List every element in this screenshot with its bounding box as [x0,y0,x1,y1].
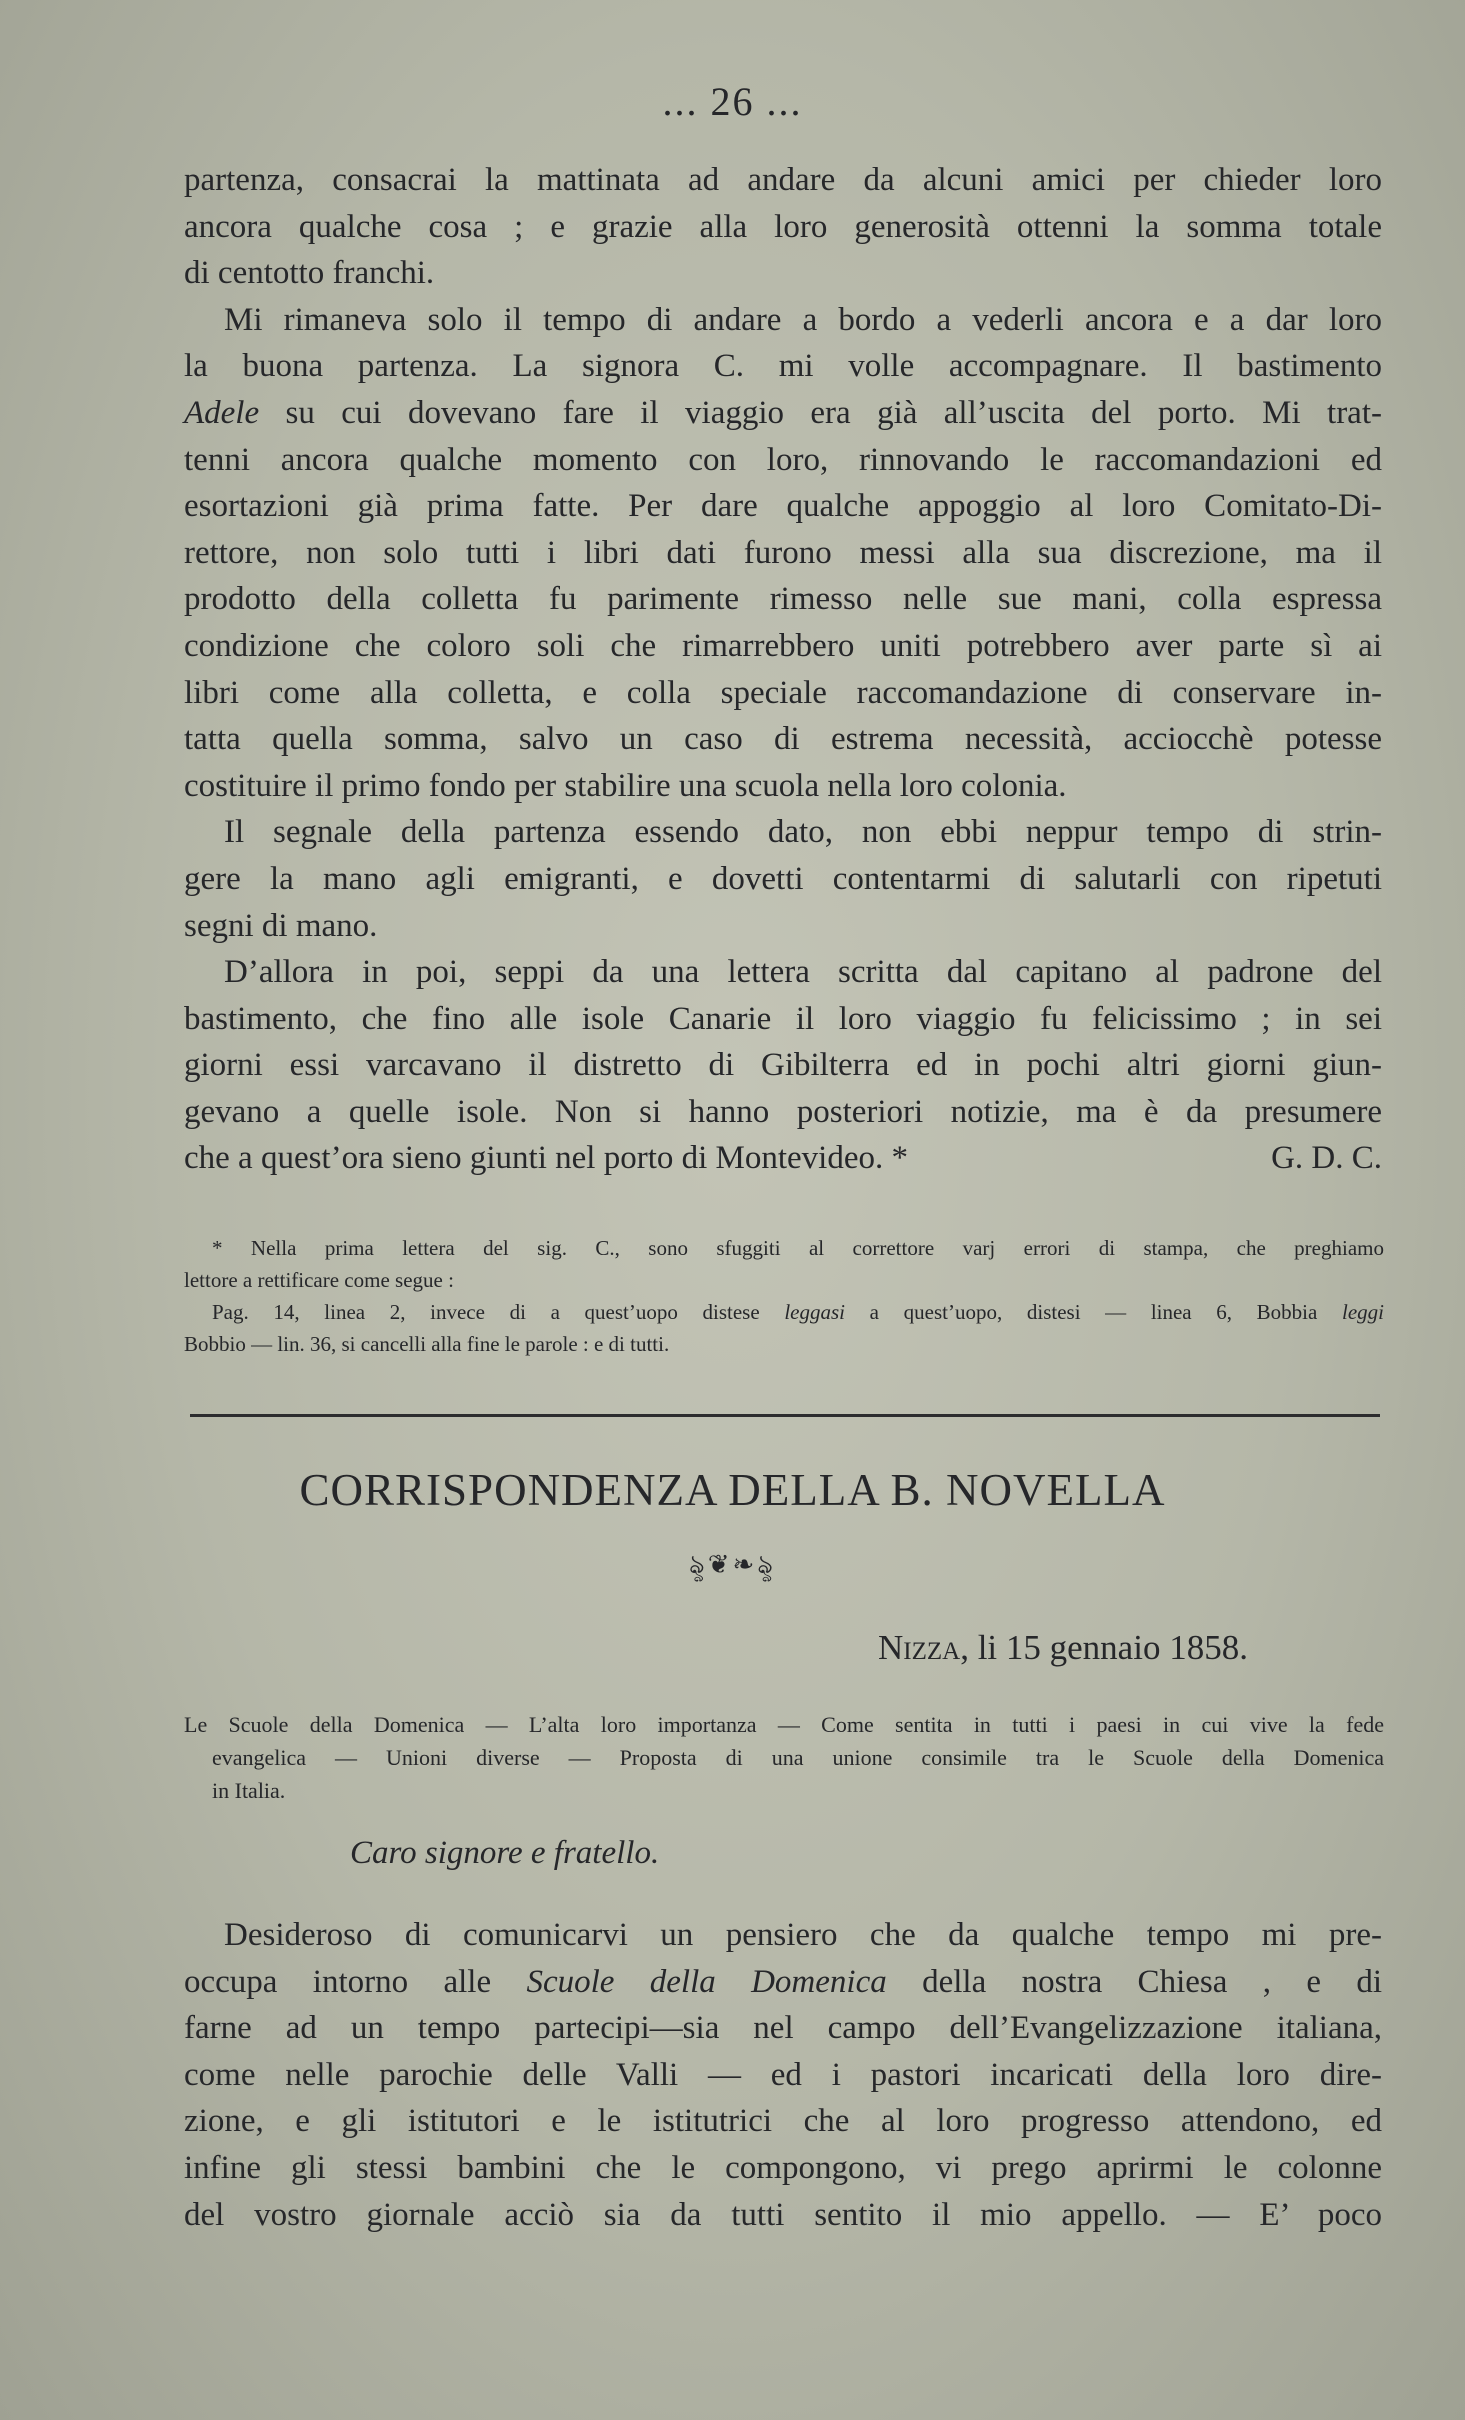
text-line: tatta quella somma, salvo un caso di estrema necessità, acciocchè potesse [184,721,1382,758]
section-heading: CORRISPONDENZA DELLA B. NOVELLA [299,1465,1166,1515]
footnote-line: * Nella prima lettera del sig. C., sono sfuggiti al correttore varj errori di stampa, che preghiamo [212,1236,1384,1260]
footnote [184,1232,1384,1360]
text-span: su cui dovevano fare il viaggio era già all’uscita del porto. Mi trat- [259,394,1382,431]
text-line: Il segnale della partenza essendo dato, non ebbi neppur tempo di strin- [224,814,1382,851]
summary-line: evangelica — Unioni diverse — Proposta di una unione consimile tra le Scuole della Domenica [212,1745,1384,1770]
text-line [184,390,1382,437]
text-line: bastimento, che fino alle isole Canarie il loro viaggio fu felicissimo ; in sei [184,1000,1382,1037]
text-span: a quest’uopo, distesi — linea 6, Bobbia [845,1300,1342,1324]
text-line: costituire il primo fondo per stabilire una scuola nella loro colonia. [184,767,1067,804]
text-line: giorni essi varcavano il distretto di Gibilterra ed in pochi altri giorni giun- [184,1047,1382,1084]
signature: G. D. C. [1271,1140,1382,1177]
footnote-line [184,1296,1384,1328]
summary-line: in Italia. [212,1778,286,1803]
text-line [184,1135,1382,1182]
text-line: Desideroso di comunicarvi un pensiero che da qualche tempo mi pre- [224,1917,1382,1953]
salutation: Caro signore e fratello. [350,1835,660,1871]
text-line: D’allora in poi, seppi da una lettera scritta dal capitano al padrone del [224,954,1382,991]
text-line: gere la mano agli emigranti, e dovetti contentarmi di salutarli con ripetuti [184,860,1382,897]
text-span: occupa intorno alle [184,1963,527,2000]
text-line: tenni ancora qualche momento con loro, rinnovando le raccomandazioni ed [184,441,1382,478]
dateline-place: Nizza [878,1628,961,1667]
footnote-line: lettore a rettificare come segue : [184,1268,454,1292]
dateline [878,1628,1248,1668]
text-span: della nostra Chiesa , e di [886,1963,1382,2000]
footnote-line: Bobbio — lin. 36, si cancelli alla fine le parole : e di tutti. [184,1332,670,1356]
text-line: rettore, non solo tutti i libri dati furono messi alla sua discrezione, ma il [184,534,1382,571]
text-line: farne ad un tempo partecipi—sia nel campo dell’Evangelizzazione italiana, [184,2010,1382,2047]
dateline-date: , li 15 gennaio 1858. [960,1628,1248,1667]
ornament: ৡ❦❧ৡ [689,1550,776,1579]
text-line: partenza, consacrai la mattinata ad andare da alcuni amici per chieder loro [184,162,1382,198]
text-span: che a quest’ora sieno giunti nel porto di Montevideo. * [184,1140,909,1177]
text-span: Scuole della Domenica [526,1963,887,2000]
text-line: condizione che coloro soli che rimarrebbero uniti potrebbero aver parte sì ai [184,627,1382,664]
text-line: Mi rimaneva solo il tempo di andare a bordo a vederli ancora e a dar loro [224,301,1382,338]
text-line: ancora qualche cosa ; e grazie alla loro generosità ottenni la somma totale [184,208,1382,245]
ship-name: Adele [184,394,260,431]
text-line [184,1959,1382,2006]
summary [184,1708,1384,1807]
text-line: la buona partenza. La signora C. mi volle accompagnare. Il bastimento [184,348,1382,385]
text-line: libri come alla colletta, e colla speciale raccomandazione di conservare in- [184,674,1382,711]
text-line: gevano a quelle isole. Non si hanno posteriori notizie, ma è da presumere [184,1093,1382,1130]
text-line: come nelle parochie delle Valli — ed i pastori incaricati della loro dire- [184,2056,1382,2093]
text-line: esortazioni già prima fatte. Per dare qualche appoggio al loro Comitato-Di- [184,488,1382,525]
text-line: infine gli stessi bambini che le compongono, vi prego aprirmi le colonne [184,2149,1382,2186]
text-span: leggasi [784,1300,846,1324]
text-line: del vostro giornale acciò sia da tutti sentito il mio appello. — E’ poco [184,2196,1382,2233]
text-line: di centotto franchi. [184,255,435,292]
summary-line: Le Scuole della Domenica — L’alta loro importanza — Come sentita in tutti i paesi in cui vive la fede [184,1712,1384,1737]
text-line: segni di mano. [184,907,378,944]
section-divider [190,1414,1380,1417]
letter-text [184,157,1382,1182]
page-number: ... 26 ... [662,79,803,124]
section-text [184,1912,1382,2238]
text-span: Pag. 14, linea 2, invece di a quest’uopo distese [212,1300,785,1324]
text-line: zione, e gli istitutori e le istitutrici che al loro progresso attendono, ed [184,2103,1382,2140]
text-span: leggi [1342,1300,1384,1324]
text-line: prodotto della colletta fu parimente rimesso nelle sue mani, colla espressa [184,581,1382,618]
